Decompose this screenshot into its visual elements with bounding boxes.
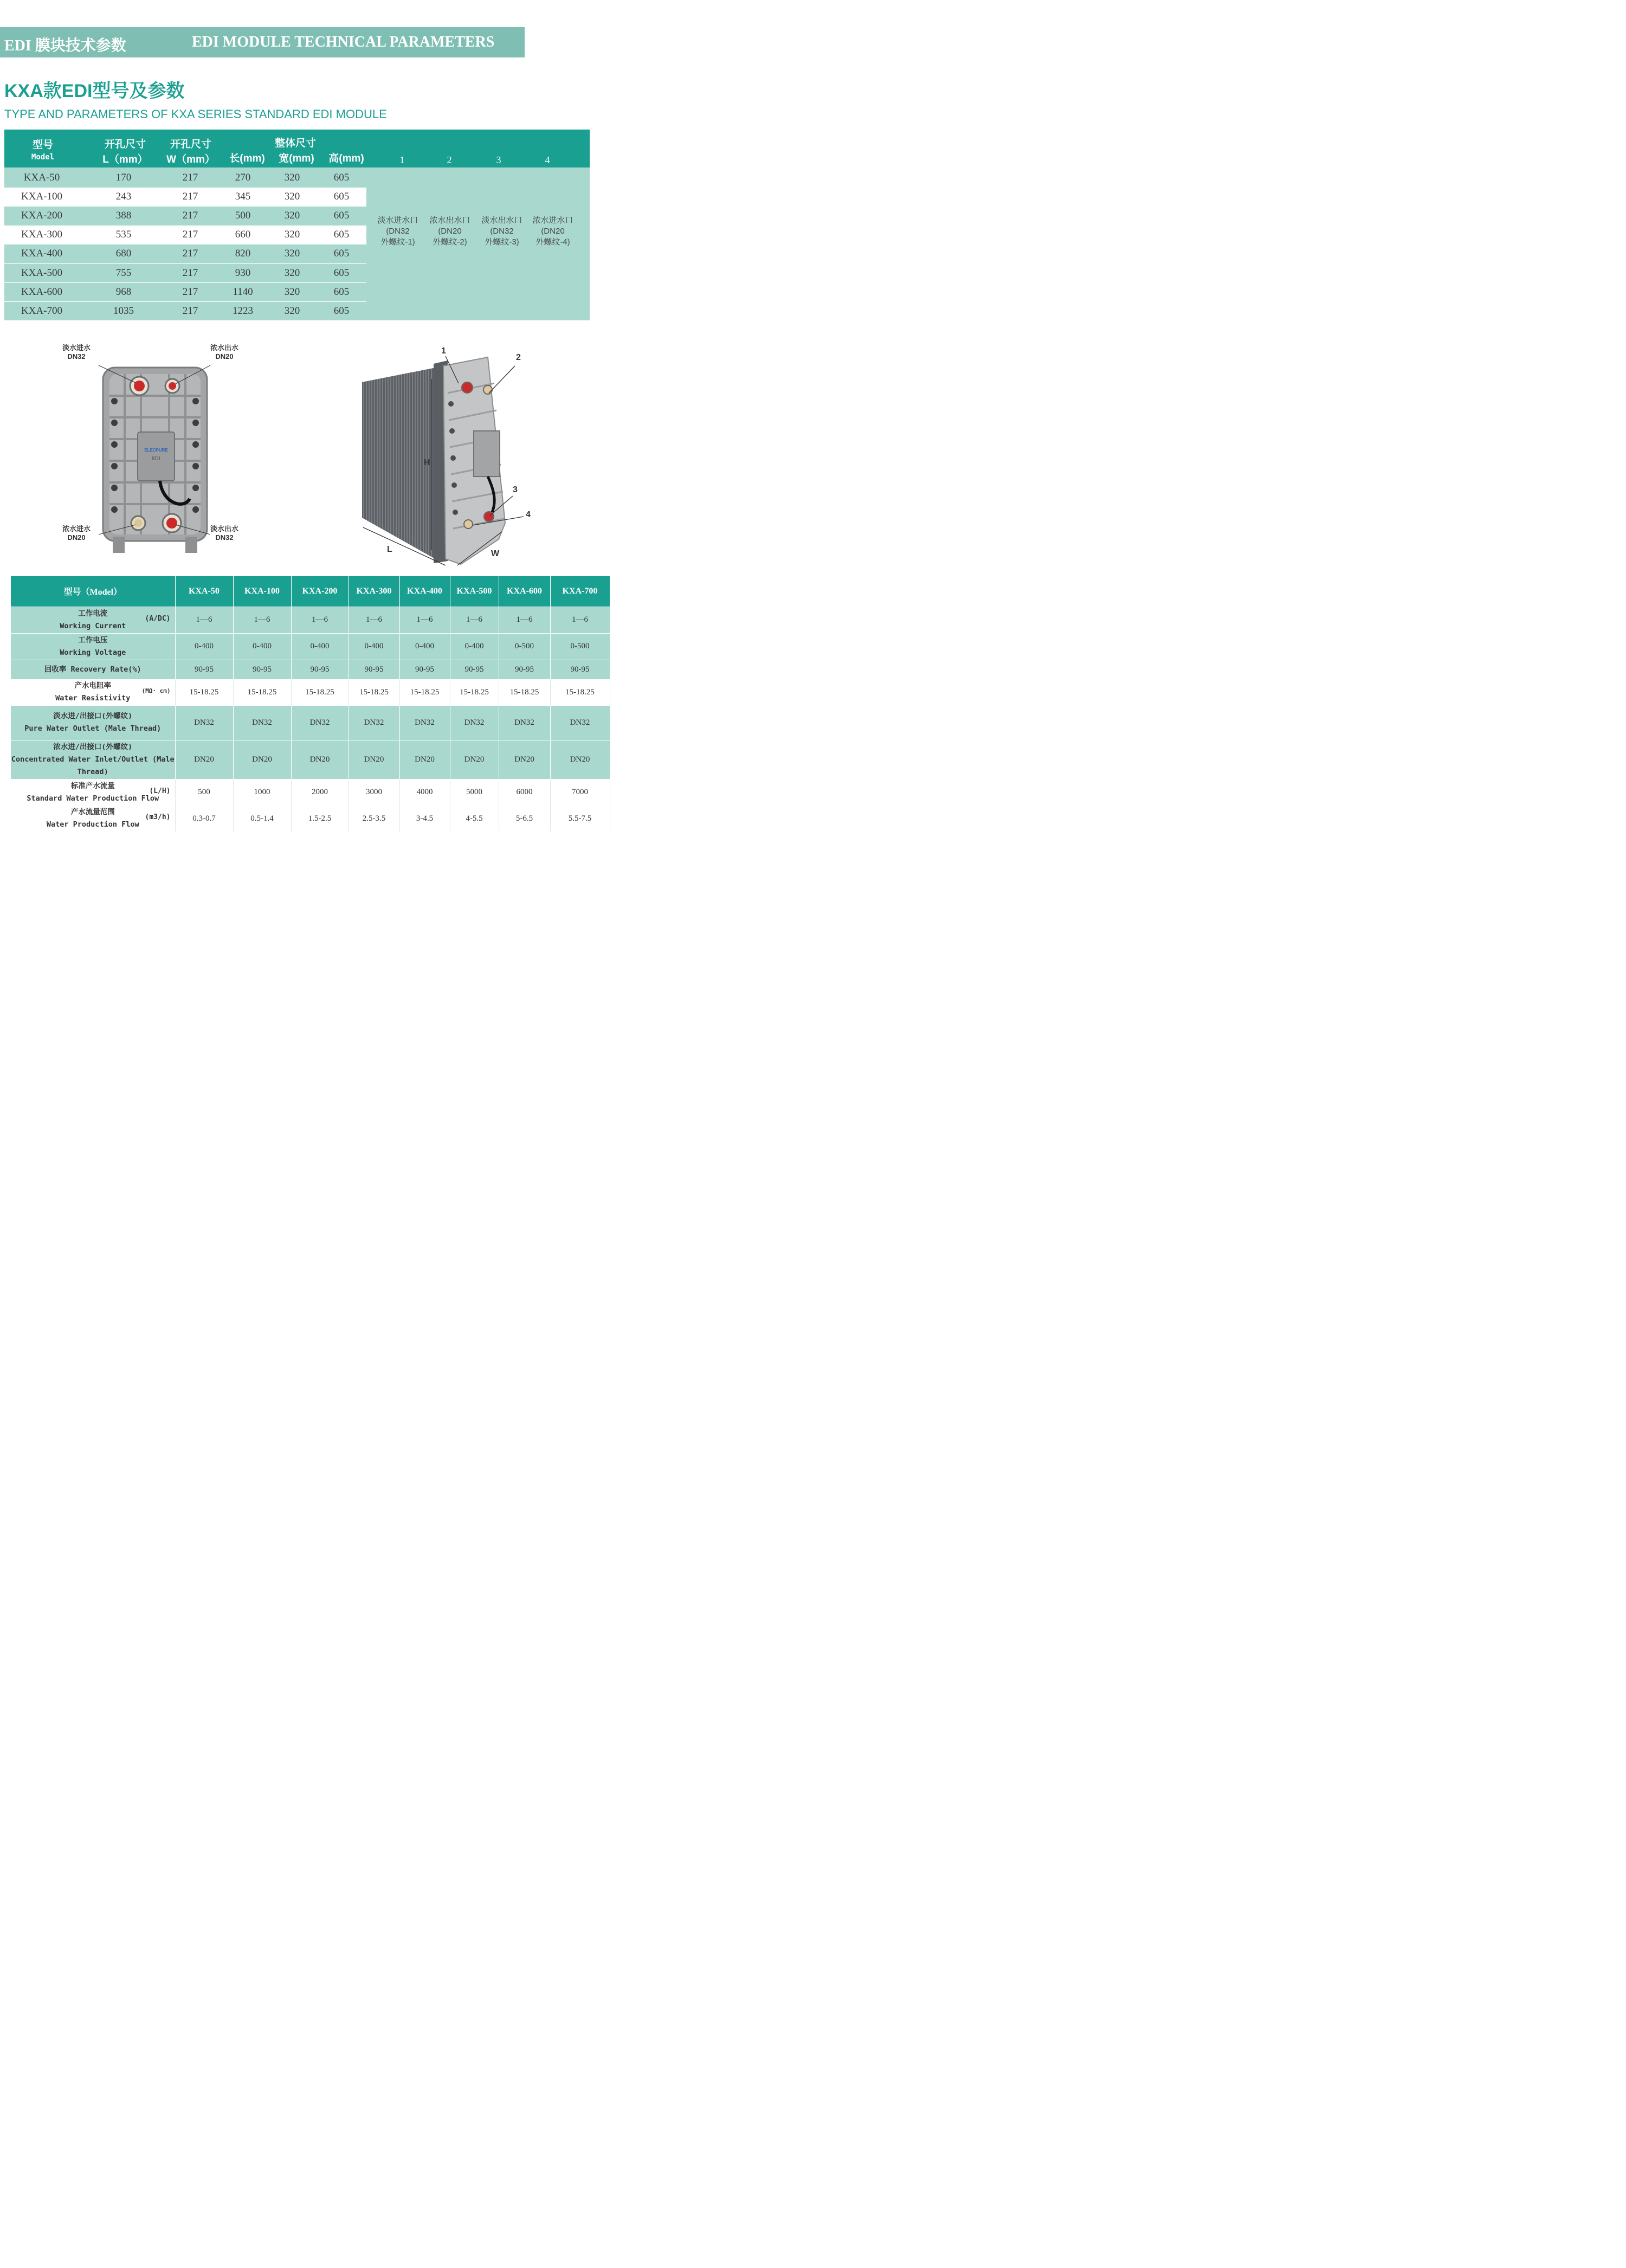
cell-width: 320 — [284, 267, 300, 279]
table-cell: 0.5-1.4 — [233, 806, 291, 832]
table-row — [4, 301, 366, 320]
label-unit: (L/H) — [149, 787, 171, 795]
label-cn: 浓水进/出接口(外螺纹) — [53, 742, 133, 751]
header-width: 宽(mm) — [279, 153, 314, 164]
banner-title-en: EDI MODULE TECHNICAL PARAMETERS — [192, 34, 495, 50]
cell-length: 270 — [235, 172, 251, 183]
label-cn: 工作电压 — [78, 635, 108, 645]
label-cn: 淡水进/出接口(外螺纹) — [53, 712, 133, 720]
label-cn: 回收率 Recovery Rate(%) — [44, 665, 141, 674]
model-dimensions-table — [4, 130, 590, 320]
port-number-4: 4 — [526, 510, 531, 519]
row-label-concentrate-port — [11, 740, 175, 779]
table-cell: 1—6 — [291, 607, 349, 633]
table-row — [11, 679, 610, 705]
table-row — [4, 282, 366, 301]
header-overall-cn: 整体尺寸 — [274, 138, 317, 149]
cell-height: 605 — [333, 229, 350, 240]
port-number-2: 2 — [516, 353, 521, 362]
cell-width: 320 — [284, 286, 300, 298]
cell-hole-w: 217 — [182, 267, 198, 279]
cell-width: 320 — [284, 229, 300, 240]
header-port-4: 4 — [545, 154, 550, 165]
cell-height: 605 — [333, 286, 350, 298]
table-cell: 90-95 — [499, 660, 550, 679]
cell-hole-w: 217 — [182, 286, 198, 298]
table-cell: 3000 — [349, 779, 399, 806]
table-cell: 500 — [175, 779, 233, 806]
edi-module-front-view — [60, 342, 244, 558]
table-cell: 90-95 — [233, 660, 291, 679]
table-cell: 1—6 — [499, 607, 550, 633]
table-cell: DN32 — [175, 705, 233, 740]
callout-text: DN32 — [67, 352, 86, 360]
cell-height: 605 — [333, 248, 350, 259]
section-title-en: TYPE AND PARAMETERS OF KXA SERIES STANDARD EDI MODULE — [4, 107, 387, 121]
table-cell: 0-400 — [349, 633, 399, 660]
table-cell: 15-18.25 — [499, 679, 550, 705]
header-model: KXA-700 — [550, 576, 610, 607]
port-2-line-2: (DN20 — [438, 227, 462, 236]
row-label-pure-water-port — [11, 705, 175, 740]
cell-model: KXA-100 — [21, 191, 62, 202]
cell-height: 605 — [333, 305, 350, 317]
table-row — [11, 806, 610, 832]
table-cell: 0-400 — [175, 633, 233, 660]
table-cell: 5000 — [450, 779, 499, 806]
cell-hole-l: 535 — [115, 229, 132, 240]
label-cn: 产水电阻率 — [74, 681, 111, 690]
port-1-line-3: 外螺纹-1) — [380, 237, 415, 247]
table-cell: DN32 — [450, 705, 499, 740]
table-row — [4, 207, 366, 225]
table-cell: 3-4.5 — [399, 806, 450, 832]
port-1-line-1: 淡水进水口 — [377, 216, 418, 225]
table-cell: DN20 — [175, 740, 233, 779]
table-cell: 5.5-7.5 — [550, 806, 610, 832]
port-3-line-2: (DN32 — [490, 227, 514, 236]
cell-model: KXA-300 — [21, 229, 62, 240]
header-model-label: 型号（Model） — [11, 576, 175, 607]
label-cn: 标准产水流量 — [70, 781, 115, 790]
table-cell: 15-18.25 — [550, 679, 610, 705]
table-cell: 1—6 — [550, 607, 610, 633]
label-unit: (m3/h) — [145, 813, 171, 822]
port-number-3: 3 — [513, 485, 518, 494]
label-en: Water Production Flow — [46, 820, 139, 829]
table-cell: DN32 — [233, 705, 291, 740]
callout-concentrate-inlet — [62, 525, 91, 542]
table-cell: DN20 — [499, 740, 550, 779]
table-cell: DN20 — [450, 740, 499, 779]
table-cell: 90-95 — [450, 660, 499, 679]
table-cell: DN20 — [399, 740, 450, 779]
table-row — [4, 169, 366, 188]
cell-length: 930 — [235, 267, 251, 279]
table-cell: 0-500 — [550, 633, 610, 660]
cell-hole-l: 968 — [115, 286, 132, 298]
cell-model: KXA-500 — [21, 267, 62, 279]
table-cell: 0.3-0.7 — [175, 806, 233, 832]
port-3-line-3: 外螺纹-3) — [485, 237, 519, 247]
table-cell: 0-400 — [450, 633, 499, 660]
header-model: KXA-50 — [175, 576, 233, 607]
cell-hole-w: 217 — [182, 191, 198, 202]
label-cn: 工作电流 — [78, 609, 108, 618]
cell-length: 500 — [235, 210, 251, 221]
table-header-row — [11, 576, 610, 607]
dimension-l-label: L — [387, 545, 392, 554]
callout-text: DN20 — [67, 533, 86, 542]
cell-width: 320 — [284, 305, 300, 317]
callout-text: 浓水进水 — [62, 525, 91, 533]
row-label-recovery-rate — [11, 660, 175, 679]
table-cell: DN20 — [291, 740, 349, 779]
header-model-en: Model — [31, 153, 55, 162]
table-row — [11, 740, 610, 779]
table-cell: DN20 — [233, 740, 291, 779]
callout-text: 浓水出水 — [210, 344, 239, 352]
label-en: Working Current — [60, 621, 126, 630]
table-cell: 15-18.25 — [291, 679, 349, 705]
cell-height: 605 — [333, 267, 350, 279]
table-cell: DN32 — [499, 705, 550, 740]
header-model: KXA-500 — [450, 576, 499, 607]
port-4-description — [526, 215, 580, 248]
table-cell: 5-6.5 — [499, 806, 550, 832]
header-model: KXA-400 — [399, 576, 450, 607]
label-en: Working Voltage — [60, 648, 126, 657]
technical-parameters-table — [11, 576, 610, 832]
table-cell: 0-500 — [499, 633, 550, 660]
table-cell: 1—6 — [233, 607, 291, 633]
table-cell: 15-18.25 — [399, 679, 450, 705]
edi-module-isometric-illustration — [352, 344, 547, 572]
table-cell: DN32 — [399, 705, 450, 740]
row-label-working-current — [11, 607, 175, 633]
cell-length: 345 — [235, 191, 251, 202]
table-cell: 4000 — [399, 779, 450, 806]
cell-height: 605 — [333, 210, 350, 221]
header-height: 高(mm) — [328, 153, 364, 164]
cell-height: 605 — [333, 172, 350, 183]
table-row — [11, 705, 610, 740]
callout-pure-water-inlet — [62, 344, 91, 361]
table-cell: 0-400 — [233, 633, 291, 660]
cell-hole-l: 680 — [115, 248, 132, 259]
row-label-flow-range — [11, 806, 175, 832]
table-row — [4, 225, 366, 244]
table-row — [11, 607, 610, 633]
brand-plate-text: ELECPURE — [144, 448, 168, 453]
dimension-w-label: W — [491, 549, 500, 558]
header-hole-w-unit: W（mm） — [166, 154, 215, 165]
table-cell: 90-95 — [399, 660, 450, 679]
table-cell: 6000 — [499, 779, 550, 806]
header-model-cn: 型号 — [32, 139, 54, 151]
header-hole-l-cn: 开孔尺寸 — [104, 139, 146, 150]
table-row — [11, 660, 610, 679]
header-model: KXA-200 — [291, 576, 349, 607]
port-3-line-1: 淡水出水口 — [481, 216, 522, 225]
section-title-cn: KXA款EDI型号及参数 — [4, 81, 185, 101]
header-port-2: 2 — [447, 154, 452, 165]
callout-text: 淡水出水 — [210, 525, 239, 533]
port-4-line-2: (DN20 — [541, 227, 565, 236]
cell-model: KXA-400 — [21, 248, 62, 259]
callout-pure-water-outlet — [210, 525, 238, 542]
label-en: Water Resistivity — [55, 694, 131, 703]
port-number-1: 1 — [441, 346, 446, 356]
table-cell: 4-5.5 — [450, 806, 499, 832]
cell-model: KXA-50 — [23, 172, 60, 183]
header-banner — [0, 27, 525, 57]
cell-hole-l: 1035 — [113, 305, 134, 317]
header-port-3: 3 — [496, 154, 501, 165]
table-cell: 15-18.25 — [349, 679, 399, 705]
cell-length: 820 — [235, 248, 251, 259]
table-row — [11, 779, 610, 806]
cell-hole-w: 217 — [182, 305, 198, 317]
edi-plate-text: EDI — [152, 456, 160, 461]
cell-length: 1223 — [233, 305, 253, 317]
label-unit: (A/DC) — [145, 614, 171, 623]
table-row — [4, 188, 366, 207]
table-cell: 1—6 — [450, 607, 499, 633]
callout-text: 淡水进水 — [62, 344, 91, 352]
cell-hole-l: 755 — [115, 267, 132, 279]
table-row — [11, 633, 610, 660]
table-cell: DN32 — [550, 705, 610, 740]
cell-width: 320 — [284, 210, 300, 221]
cell-model: KXA-600 — [21, 286, 62, 298]
port-4-line-1: 浓水进水口 — [532, 216, 573, 225]
port-2-line-3: 外螺纹-2) — [433, 237, 467, 247]
cell-model: KXA-700 — [21, 305, 62, 317]
port-4-line-3: 外螺纹-4) — [535, 237, 570, 247]
table-cell: DN20 — [550, 740, 610, 779]
port-1-line-2: (DN32 — [386, 227, 410, 236]
header-model: KXA-300 — [349, 576, 399, 607]
table-cell: 0-400 — [399, 633, 450, 660]
port-2-description — [423, 215, 477, 248]
table-cell: 15-18.25 — [175, 679, 233, 705]
cell-hole-l: 388 — [115, 210, 132, 221]
cell-hole-w: 217 — [182, 248, 198, 259]
table-cell: 90-95 — [291, 660, 349, 679]
table-cell: 0-400 — [291, 633, 349, 660]
header-hole-l-unit: L（mm） — [102, 154, 148, 165]
table-cell: 1—6 — [399, 607, 450, 633]
table-cell: 2.5-3.5 — [349, 806, 399, 832]
table-cell: 90-95 — [349, 660, 399, 679]
cell-width: 320 — [284, 191, 300, 202]
table-cell: 7000 — [550, 779, 610, 806]
table-cell: DN32 — [291, 705, 349, 740]
cell-hole-l: 243 — [115, 191, 132, 202]
port-3-description — [475, 215, 529, 248]
table-cell: 2000 — [291, 779, 349, 806]
table-cell: DN32 — [349, 705, 399, 740]
cell-hole-w: 217 — [182, 210, 198, 221]
header-port-1: 1 — [399, 154, 405, 165]
port-2-line-1: 浓水出水口 — [429, 216, 470, 225]
callout-text: DN20 — [215, 352, 234, 360]
cell-width: 320 — [284, 172, 300, 183]
table-cell: 1—6 — [175, 607, 233, 633]
cell-hole-w: 217 — [182, 229, 198, 240]
row-label-water-resistivity — [11, 679, 175, 705]
table-cell: 15-18.25 — [233, 679, 291, 705]
callout-text: DN32 — [215, 533, 234, 542]
label-cn: 产水流量范围 — [70, 808, 115, 817]
cell-height: 605 — [333, 191, 350, 202]
header-hole-w-cn: 开孔尺寸 — [170, 139, 212, 150]
port-1-description — [371, 215, 425, 248]
label-unit: (MΩ· cm) — [141, 687, 171, 695]
table-cell: 1—6 — [349, 607, 399, 633]
header-length: 长(mm) — [229, 153, 265, 164]
dimension-h-label: H — [424, 458, 430, 467]
banner-title-cn: EDI 膜块技术参数 — [4, 37, 126, 54]
row-label-working-voltage — [11, 633, 175, 660]
table-cell: 90-95 — [175, 660, 233, 679]
cell-width: 320 — [284, 248, 300, 259]
table-cell: 15-18.25 — [450, 679, 499, 705]
table-row — [4, 263, 366, 282]
table-cell: 1.5-2.5 — [291, 806, 349, 832]
label-en: Concentrated Water Inlet/Outlet (Male Thread) — [11, 755, 175, 776]
table-cell: 1000 — [233, 779, 291, 806]
table-header — [4, 130, 590, 167]
row-label-standard-flow — [11, 779, 175, 806]
header-model: KXA-600 — [499, 576, 550, 607]
cell-hole-l: 170 — [115, 172, 132, 183]
table-cell: DN20 — [349, 740, 399, 779]
label-en: Pure Water Outlet (Male Thread) — [24, 724, 162, 733]
header-model: KXA-100 — [233, 576, 291, 607]
table-row — [4, 244, 366, 263]
edi-module-isometric-view — [352, 344, 547, 572]
cell-hole-w: 217 — [182, 172, 198, 183]
callout-concentrate-outlet — [210, 344, 238, 361]
cell-length: 660 — [235, 229, 251, 240]
cell-length: 1140 — [233, 286, 253, 298]
table-cell: 90-95 — [550, 660, 610, 679]
label-en: Standard Water Production Flow — [27, 794, 159, 803]
cell-model: KXA-200 — [21, 210, 62, 221]
